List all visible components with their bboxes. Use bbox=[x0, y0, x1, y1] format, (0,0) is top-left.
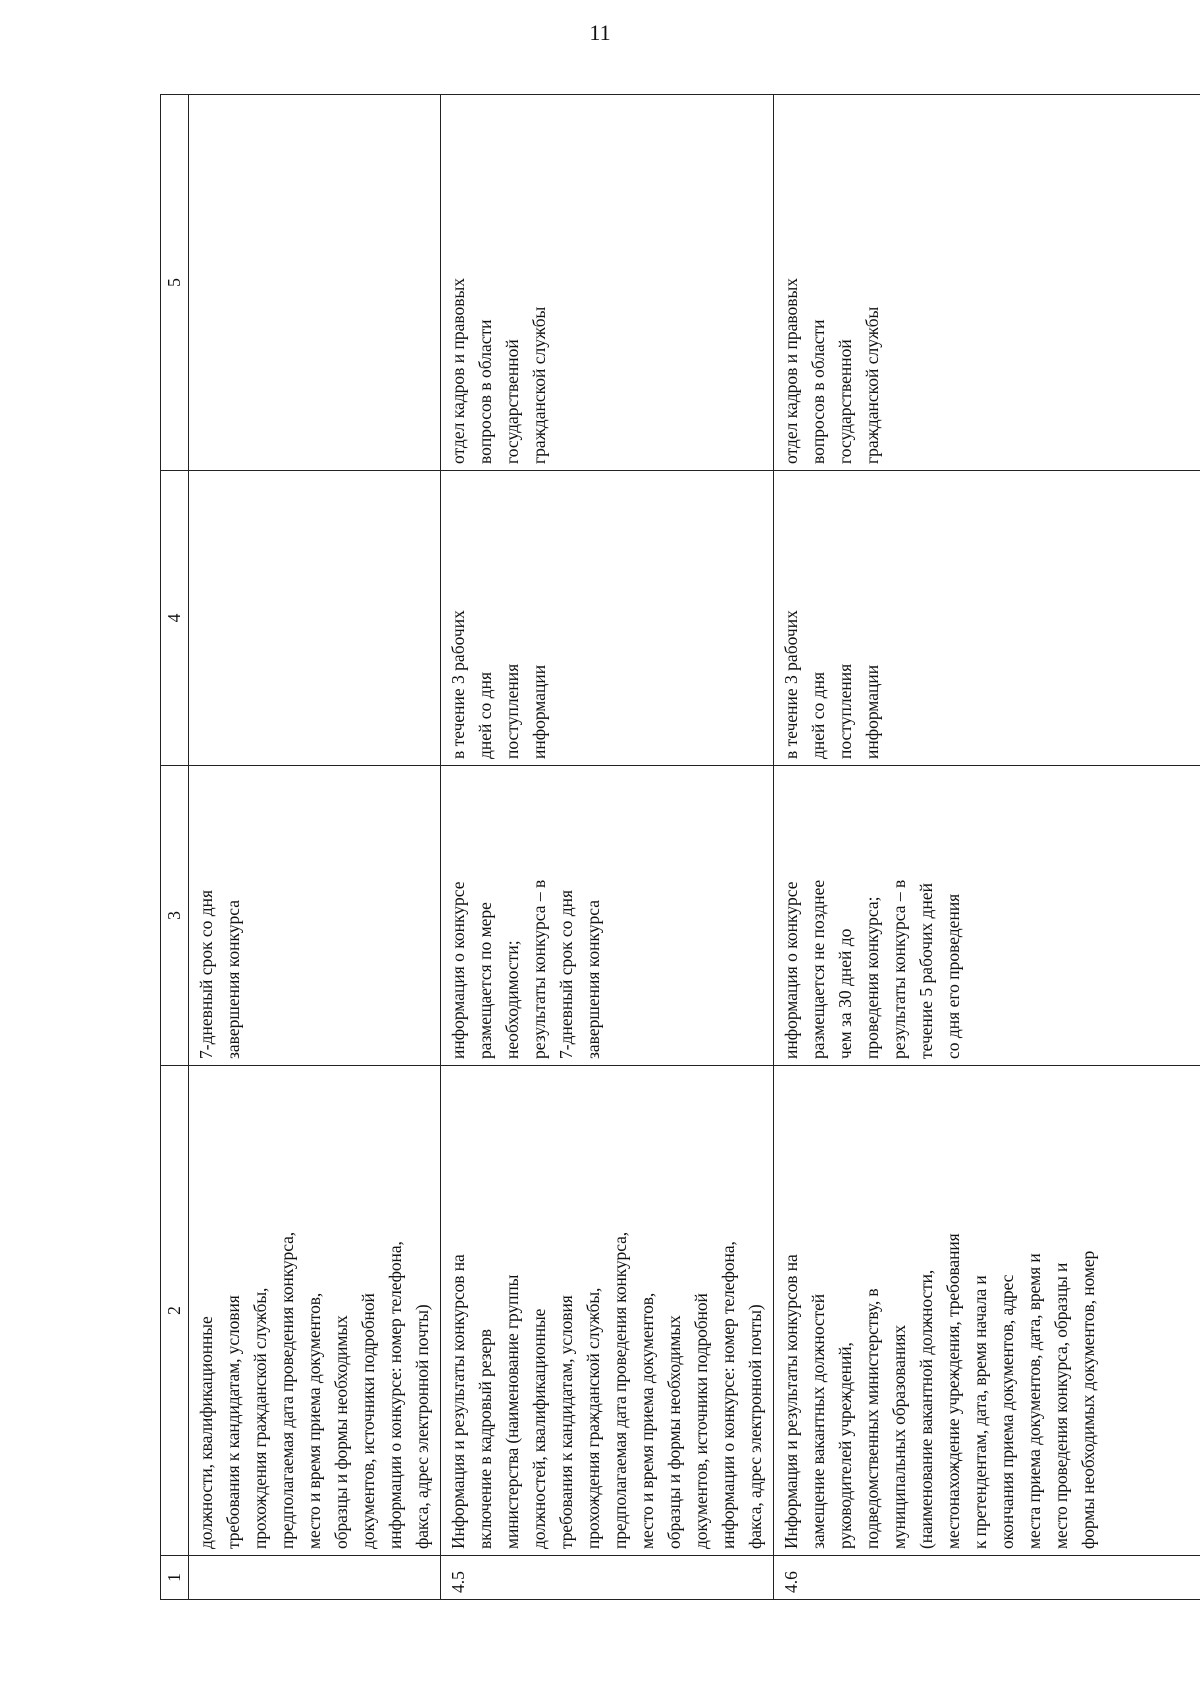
row-responsible: отдел кадров и правовых вопросов в области государственной гражданской службы bbox=[781, 277, 882, 464]
header-cell-4: 4 bbox=[161, 471, 189, 766]
table-row bbox=[774, 95, 1200, 1600]
row-number bbox=[189, 1556, 441, 1600]
table-row bbox=[441, 95, 774, 1600]
rotated-table-wrapper bbox=[160, 95, 1200, 1600]
header-cell-3: 3 bbox=[161, 766, 189, 1066]
table-frame bbox=[160, 95, 1200, 1600]
row-update-period: в течение 3 рабочих дней со дня поступления информации bbox=[781, 610, 882, 759]
header-cell-5: 5 bbox=[161, 95, 189, 471]
table-row bbox=[189, 95, 441, 1600]
row-description: должности, квалификационные требования к кандидатам, условия прохождения гражданской службы, предполагаемая дата проведения конкурса, место и время приема документов, образцы и формы необходимых документов, источники подробной информации о конкурсе: номер телефона, факса, адрес электронной почты) bbox=[196, 1231, 432, 1549]
row-number: 4.5 bbox=[441, 1556, 774, 1600]
document-table bbox=[160, 94, 1200, 1600]
header-cell-1: 1 bbox=[161, 1556, 189, 1600]
row-responsible: отдел кадров и правовых вопросов в области государственной гражданской службы bbox=[448, 277, 549, 464]
row-description: Информация и результаты конкурсов на включение в кадровый резерв министерства (наименование группы должностей, квалификационные требования к кандидатам, условия прохождения гражданской службы, предполагаемая дата проведения конкурса, место и время приема документов, образцы и формы необходимых документов, источники подробной информации о конкурсе: номер телефона, факса, адрес электронной почты) bbox=[448, 1231, 765, 1549]
row-number: 4.6 bbox=[774, 1556, 1200, 1600]
table-header-row bbox=[161, 95, 189, 1600]
row-deadline: информация о конкурсе размещается по мере необходимости; результаты конкурса – в 7-дневный срок со дня завершения конкурса bbox=[448, 879, 603, 1059]
row-deadline: информация о конкурсе размещается не позднее чем за 30 дней до проведения конкурса; результаты конкурса – в течение 5 рабочих дней со дня его проведения bbox=[781, 879, 963, 1059]
row-deadline: 7-дневный срок со дня завершения конкурса bbox=[196, 889, 243, 1059]
header-cell-2: 2 bbox=[161, 1066, 189, 1556]
row-description: Информация и результаты конкурсов на замещение вакантных должностей руководителей учреждений, подведомственных министерству, в муниципальных образованиях (наименование вакантной должности, местонахождение учреждения, требования к претендентам, дата, время начала и окончания приема документов, адрес места приема документов, дата, время и место проведения конкурса, образцы и формы необходимых документов, номер bbox=[781, 1233, 1098, 1549]
row-update-period: в течение 3 рабочих дней со дня поступления информации bbox=[448, 610, 549, 759]
page-number: 11 bbox=[589, 20, 611, 45]
